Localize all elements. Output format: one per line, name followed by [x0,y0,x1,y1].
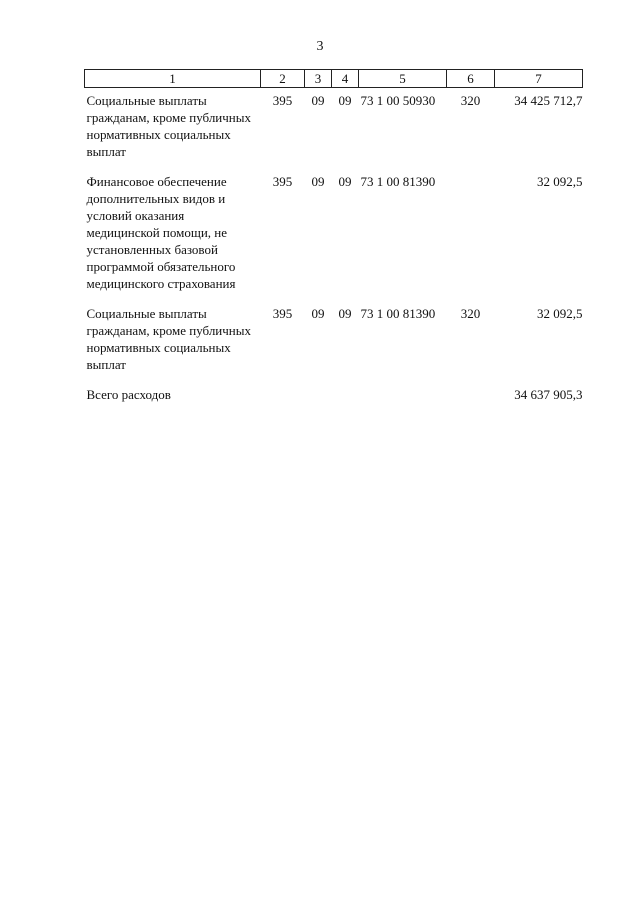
header-col-2: 2 [261,70,305,88]
row-code-3: 09 [311,306,325,321]
row-spacer [85,373,583,386]
row-code-3: 09 [311,93,325,108]
row-code-6: 320 [460,93,481,108]
table-header [85,70,583,88]
row-code-4: 09 [338,306,352,321]
row-code-5: 73 1 00 50930 [360,93,436,108]
row-code-6 [447,173,495,292]
row-spacer [85,292,583,305]
header-col-1: 1 [85,70,261,88]
header-row [85,70,583,88]
row-name: Социальные выплаты гражданам, кроме публичных нормативных социальных выплат [86,306,251,372]
row-code-2: 395 [272,174,293,189]
row-code-6: 320 [460,306,481,321]
row-name: Социальные выплаты гражданам, кроме публичных нормативных социальных выплат [86,93,251,159]
row-spacer [85,160,583,173]
total-row [85,386,583,403]
header-col-5: 5 [359,70,447,88]
total-amount: 34 637 905,3 [514,387,583,402]
row-amount: 32 092,5 [537,306,583,321]
row-code-5: 73 1 00 81390 [360,306,436,321]
row-code-2: 395 [272,306,293,321]
row-amount: 32 092,5 [537,174,583,189]
expenditure-table [84,69,583,403]
table-body [85,88,583,404]
header-col-3: 3 [305,70,332,88]
header-col-4: 4 [332,70,359,88]
row-name: Финансовое обеспечение дополнительных видов и условий оказания медицинской помощи, не установленных базовой программой обязательного медицинского страхования [86,174,236,291]
table-row [85,88,583,161]
header-col-7: 7 [495,70,583,88]
row-code-4: 09 [338,93,352,108]
row-code-2: 395 [272,93,293,108]
row-amount: 34 425 712,7 [514,93,583,108]
row-code-3: 09 [311,174,325,189]
table-row [85,305,583,373]
header-col-6: 6 [447,70,495,88]
table-row [85,173,583,292]
row-code-4: 09 [338,174,352,189]
total-label: Всего расходов [86,387,171,402]
row-code-5: 73 1 00 81390 [360,174,436,189]
page-number: 3 [316,39,324,54]
